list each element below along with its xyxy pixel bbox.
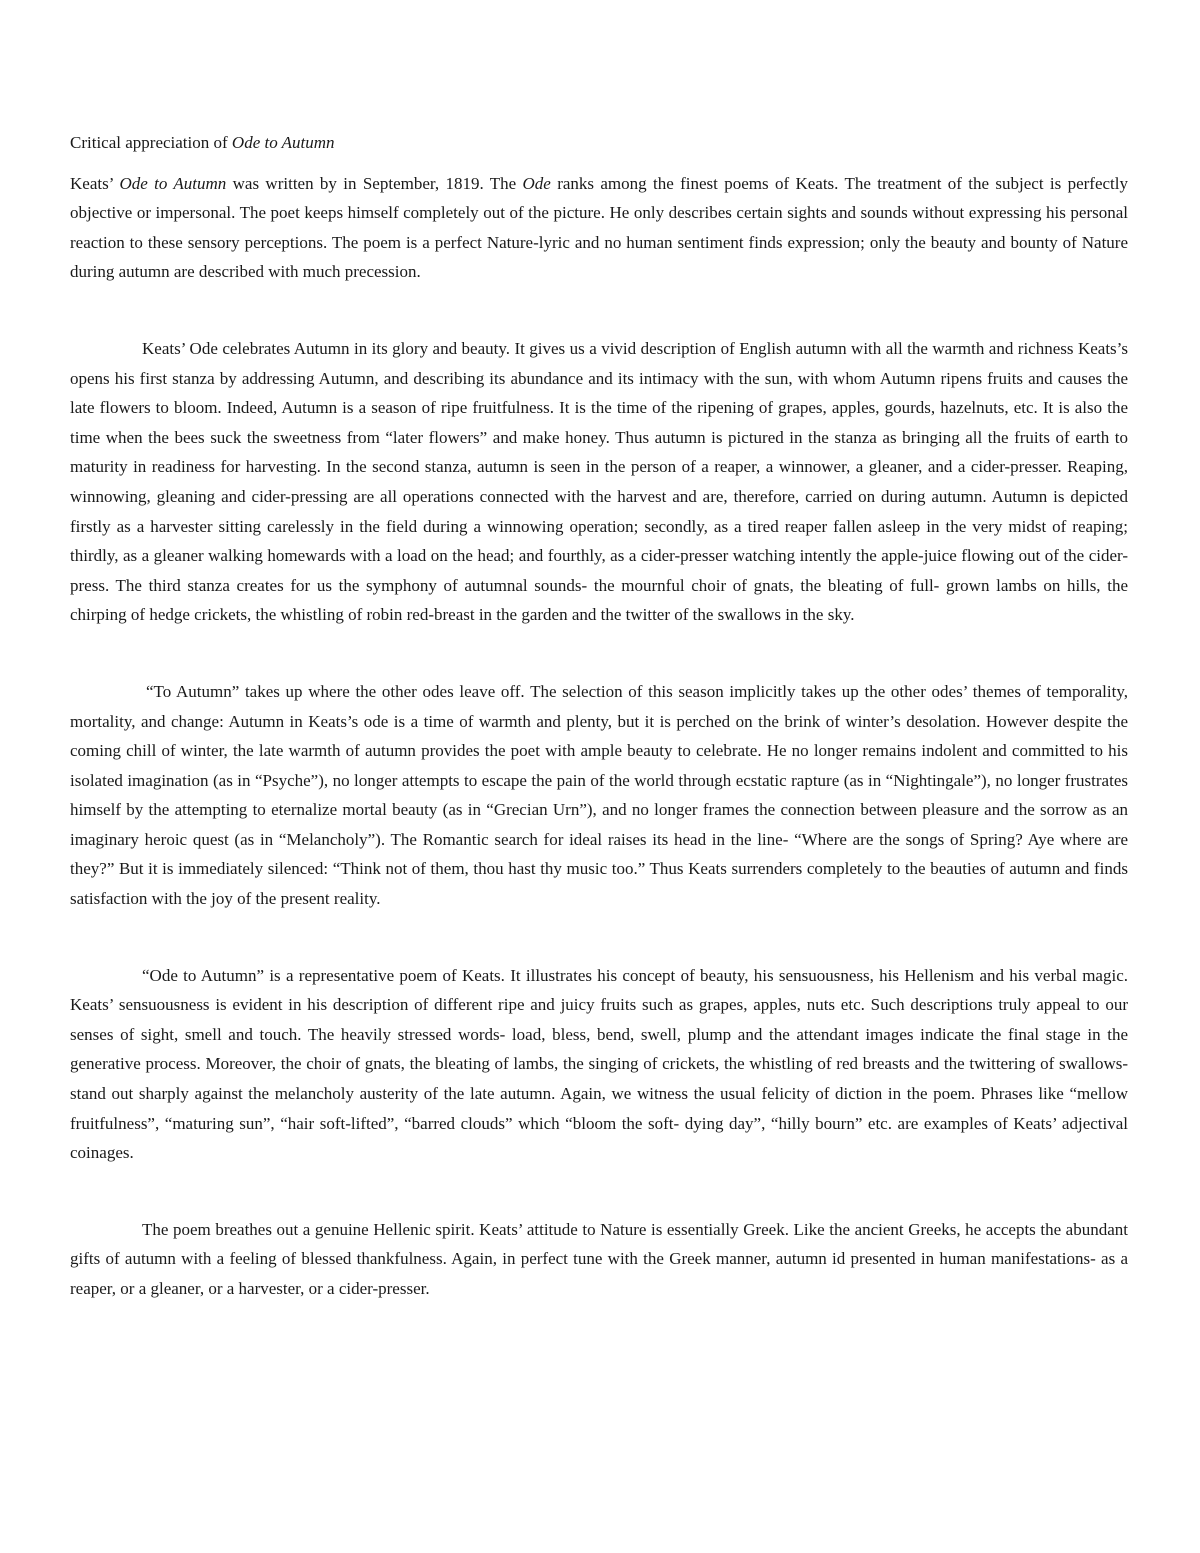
paragraph-stanzas: Keats’ Ode celebrates Autumn in its glory and beauty. It gives us a vivid description of English autumn with all the warmth and richness Keats’s opens his first stanza by addressing Autumn, and describing its abundance and its intimacy with the sun, with whom Autumn ripens fruits and causes the late flowers to bloom. Indeed, Autumn is a season of ripe fruitfulness. It is the time of the ripening of grapes, apples, gourds, hazelnuts, etc. It is also the time when the bees suck the sweetness from “later flowers” and make honey. Thus autumn is pictured in the stanza as bringing all the fruits of earth to maturity in readiness for harvesting. In the second stanza, autumn is seen in the person of a reaper, a winnower, a gleaner, and a cider-presser. Reaping, winnowing, gleaning and cider-pressing are all operations connected with the harvest and are, therefore, carried on during autumn. Autumn is depicted firstly as a harvester sitting carelessly in the field during a winnowing operation; secondly, as a tired reaper fallen asleep in the very midst of reaping; thirdly, as a gleaner walking homewards with a load on the head; and fourthly, as a cider-presser watching intently the apple-juice flowing out of the cider-press. The third stanza creates for us the symphony of autumnal sounds- the mournful choir of gnats, the bleating of full- grown lambs on hills, the chirping of hedge crickets, the whistling of robin red-breast in the garden and the twitter of the swallows in the sky. bbox=[70, 338, 1128, 625]
paragraph-hellenic-spirit: The poem breathes out a genuine Hellenic spirit. Keats’ attitude to Nature is essentially Greek. Like the ancient Greeks, he accepts the abundant gifts of autumn with a feeling of blessed thankfulness. Again, in perfect tune with the Greek manner, autumn id presented in human manifestations- as a reaper, or a gleaner, or a harvester, or a cider-presser. bbox=[70, 1219, 1128, 1298]
title-prefix: Critical appreciation of bbox=[70, 133, 232, 152]
intro-text-1: Keats’ bbox=[70, 173, 120, 193]
document-page bbox=[70, 128, 1128, 1304]
intro-text-3: ranks among the finest poems of Keats. The treatment of the subject is perfectly objective or impersonal. The poet keeps himself completely out of the picture. He only describes certain sights and sounds without expressing his personal reaction to these sensory perceptions. The poem is a perfect Nature-lyric and no human sentiment finds expression; only the beauty and bounty of Nature during autumn are described with much precession. bbox=[70, 173, 1128, 282]
intro-poem-name: Ode to Autumn bbox=[119, 173, 227, 193]
paragraph-other-odes: “To Autumn” takes up where the other odes leave off. The selection of this season implicitly takes up the other odes’ themes of temporality, mortality, and change: Autumn in Keats’s ode is a time of warmth and plenty, but it is perched on the brink of winter’s desolation. However despite the coming chill of winter, the late warmth of autumn provides the poet with ample beauty to celebrate. He no longer remains indolent and committed to his isolated imagination (as in “Psyche”), no longer attempts to escape the pain of the world through ecstatic rapture (as in “Nightingale”), no longer frustrates himself by the attempting to eternalize mortal beauty (as in “Grecian Urn”), and no longer frames the connection between pleasure and the sorrow as an imaginary heroic quest (as in “Melancholy”). The Romantic search for ideal raises its head in the line- “Where are the songs of Spring? Aye where are they?” But it is immediately silenced: “Think not of them, thou hast thy music too.” Thus Keats surrenders completely to the beauties of autumn and finds satisfaction with the joy of the present reality. bbox=[70, 681, 1128, 909]
intro-ode-word: Ode bbox=[522, 173, 551, 193]
intro-paragraph bbox=[70, 169, 1128, 287]
intro-text-2: was written by in September, 1819. The bbox=[226, 173, 523, 193]
paragraph-representative-poem: “Ode to Autumn” is a representative poem of Keats. It illustrates his concept of beauty, his sensuousness, his Hellenism and his verbal magic. Keats’ sensuousness is evident in his description of different ripe and juicy fruits such as grapes, apples, nuts etc. Such descriptions truly appeal to our senses of sight, smell and touch. The heavily stressed words- load, bless, bend, swell, plump and the attendant images indicate the final stage in the generative process. Moreover, the choir of gnats, the bleating of lambs, the singing of crickets, the whistling of red breasts and the twittering of swallows- stand out sharply against the melancholy austerity of the late autumn. Again, we witness the usual felicity of diction in the poem. Phrases like “mellow fruitfulness”, “maturing sun”, “hair soft-lifted”, “barred clouds” which “bloom the soft- dying day”, “hilly bourn” etc. are examples of Keats’ adjectival coinages. bbox=[70, 965, 1128, 1163]
document-title bbox=[70, 128, 1128, 158]
title-poem-name: Ode to Autumn bbox=[231, 133, 335, 152]
